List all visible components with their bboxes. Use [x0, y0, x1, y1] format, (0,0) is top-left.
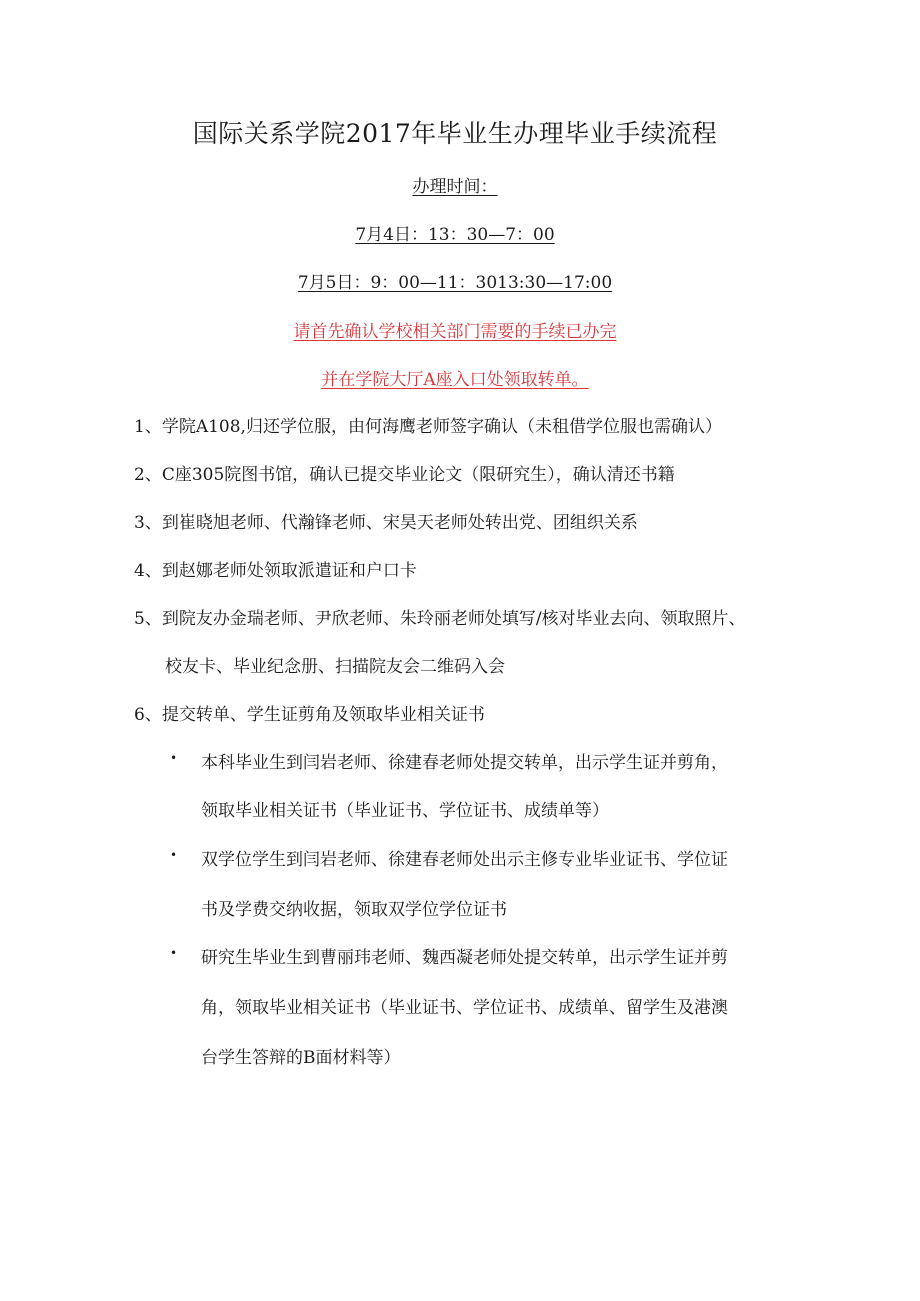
bullet-1-line-2: 领取毕业相关证书（毕业证书、学位证书、成绩单等） [201, 801, 609, 821]
step-1: 1、学院A108,归还学位服，由何海鹰老师签字确认（未租借学位服也需确认） [134, 417, 722, 437]
step-5: 5、到院友办金瑞老师、尹欣老师、朱玲丽老师处填写/核对毕业去向、领取照片、 [134, 609, 746, 629]
notice-line-1: 请首先确认学校相关部门需要的手续已办完 [293, 322, 617, 342]
time-label: 办理时间： [412, 177, 498, 197]
step-5-continuation: 校友卡、毕业纪念册、扫描院友会二维码入会 [165, 657, 505, 677]
bullet-icon: • [170, 751, 178, 765]
step-4: 4、到赵娜老师处领取派遣证和户口卡 [134, 561, 417, 581]
step-6: 6、提交转单、学生证剪角及领取毕业相关证书 [134, 705, 485, 725]
bullet-3-line-1: 研究生毕业生到曹丽玮老师、魏西凝老师处提交转单，出示学生证并剪 [201, 948, 728, 968]
time-day2: 7月5日：9：00—11：3013:30—17:00 [297, 273, 613, 293]
step-3: 3、到崔晓旭老师、代瀚锋老师、宋昊天老师处转出党、团组织关系 [134, 513, 638, 533]
bullet-3-line-3: 台学生答辩的B面材料等） [201, 1048, 401, 1068]
bullet-1-line-1: 本科毕业生到闫岩老师、徐建春老师处提交转单，出示学生证并剪角， [201, 753, 728, 773]
bullet-3-line-2: 角，领取毕业相关证书（毕业证书、学位证书、成绩单、留学生及港澳 [201, 998, 728, 1018]
time-day1: 7月4日：13：30—7：00 [355, 225, 555, 245]
bullet-icon: • [170, 848, 178, 862]
page-title: 国际关系学院2017年毕业生办理毕业手续流程 [192, 119, 718, 148]
step-2: 2、C座305院图书馆，确认已提交毕业论文（限研究生），确认清还书籍 [134, 465, 675, 485]
bullet-2-line-1: 双学位学生到闫岩老师、徐建春老师处出示主修专业毕业证书、学位证 [201, 850, 728, 870]
bullet-icon: • [170, 946, 178, 960]
bullet-2-line-2: 书及学费交纳收据，领取双学位学位证书 [201, 900, 507, 920]
notice-line-2: 并在学院大厅A座入口处领取转单。 [321, 370, 589, 390]
